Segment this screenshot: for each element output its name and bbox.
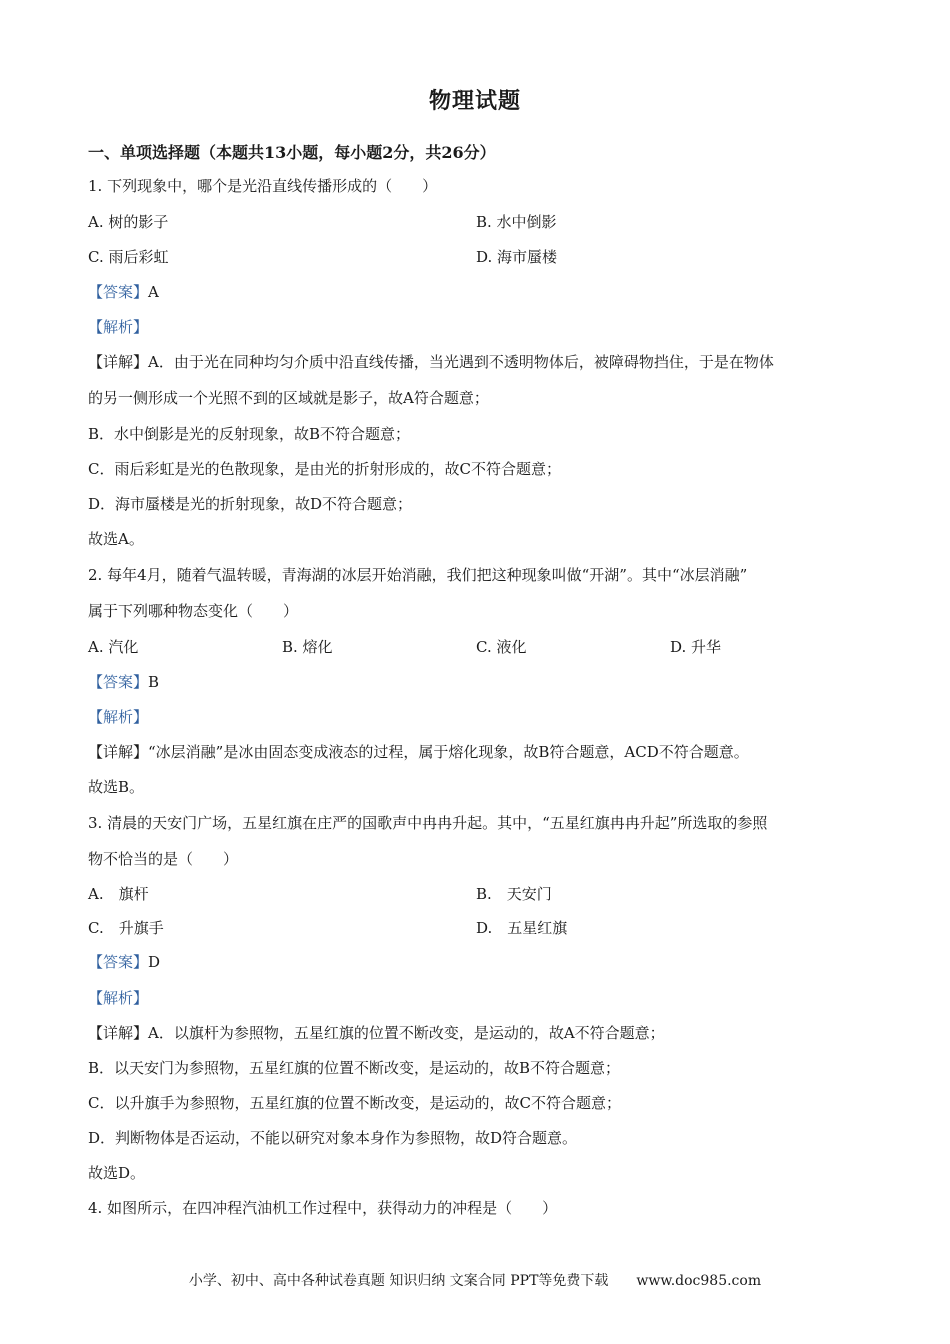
section-heading: 一、单项选择题（本题共13小题，每小题2分，共26分） [88, 143, 496, 162]
answer-tag: 【答案】 [88, 953, 149, 971]
question-3-stem: 物不恰当的是（ ） [88, 850, 239, 868]
q1-detail-line: C．雨后彩虹是光的色散现象，是由光的折射形成的，故C不符合题意； [88, 460, 561, 478]
q1-detail-line [88, 352, 774, 372]
q2-option-a: A. 汽化 [88, 638, 139, 656]
answer-value: D [148, 953, 161, 971]
q3-detail-line: C．以升旗手为参照物，五星红旗的位置不断改变，是运动的，故C不符合题意； [88, 1094, 621, 1112]
answer-value: A [148, 283, 159, 301]
q1-detail-line: B．水中倒影是光的反射现象，故B不符合题意； [88, 425, 411, 443]
detail-tag: 【详解】 [88, 353, 149, 371]
q1-conclusion: 故选A。 [88, 530, 144, 548]
q3-analysis-tag: 【解析】 [88, 989, 149, 1007]
q1-option-c: C. 雨后彩虹 [88, 248, 169, 266]
q3-option-d: D. 五星红旗 [476, 919, 568, 937]
q2-answer [88, 672, 159, 692]
q1-option-b: B. 水中倒影 [476, 213, 557, 231]
question-1-stem: 1. 下列现象中，哪个是光沿直线传播形成的（ ） [88, 177, 438, 195]
detail-text: A．由于光在同种均匀介质中沿直线传播，当光遇到不透明物体后，被障碍物挡住，于是在物体 [148, 353, 774, 371]
q1-detail-line: D．海市蜃楼是光的折射现象，故D不符合题意； [88, 495, 413, 513]
q2-analysis-tag: 【解析】 [88, 708, 149, 726]
q2-option-c: C. 液化 [476, 638, 527, 656]
q3-conclusion: 故选D。 [88, 1164, 146, 1182]
question-2-stem: 2. 每年4月，随着气温转暖，青海湖的冰层开始消融，我们把这种现象叫做“开湖”。其中“冰层消融” [88, 566, 748, 584]
page-footer[interactable]: 小学、初中、高中各种试卷真题 知识归纳 文案合同 PPT等免费下载 www.doc985.com [188, 1273, 762, 1289]
q2-conclusion: 故选B。 [88, 778, 145, 796]
q3-option-a: A. 旗杆 [88, 885, 149, 903]
q1-option-d: D. 海市蜃楼 [476, 248, 558, 266]
q3-answer [88, 952, 160, 972]
answer-tag: 【答案】 [88, 283, 149, 301]
answer-value: B [148, 673, 160, 691]
q2-option-b: B. 熔化 [282, 638, 333, 656]
q1-answer [88, 282, 159, 302]
question-2-stem: 属于下列哪种物态变化（ ） [88, 602, 299, 620]
answer-tag: 【答案】 [88, 673, 149, 691]
question-3-stem: 3. 清晨的天安门广场，五星红旗在庄严的国歌声中冉冉升起。其中，“五星红旗冉冉升起”所选取的参照 [88, 814, 768, 832]
q1-detail-line: 的另一侧形成一个光照不到的区域就是影子，故A符合题意； [88, 389, 489, 407]
q1-analysis-tag: 【解析】 [88, 318, 149, 336]
detail-tag: 【详解】 [88, 1024, 149, 1042]
q3-option-b: B. 天安门 [476, 885, 552, 903]
question-4-stem: 4. 如图所示，在四冲程汽油机工作过程中，获得动力的冲程是（ ） [88, 1199, 558, 1217]
q3-detail-line: B．以天安门为参照物，五星红旗的位置不断改变，是运动的，故B不符合题意； [88, 1059, 621, 1077]
detail-text: A．以旗杆为参照物，五星红旗的位置不断改变，是运动的，故A不符合题意； [148, 1024, 665, 1042]
detail-text: “冰层消融”是冰由固态变成液态的过程，属于熔化现象，故B符合题意，ACD不符合题意。 [148, 743, 749, 761]
detail-tag: 【详解】 [88, 743, 149, 761]
q3-detail-line [88, 1023, 665, 1043]
q3-detail-line: D．判断物体是否运动，不能以研究对象本身作为参照物，故D符合题意。 [88, 1129, 578, 1147]
page-title: 物理试题 [428, 88, 521, 114]
q2-option-d: D. 升华 [670, 638, 722, 656]
q3-option-c: C. 升旗手 [88, 919, 164, 937]
q1-option-a: A. 树的影子 [88, 213, 169, 231]
q2-detail-line [88, 742, 749, 762]
